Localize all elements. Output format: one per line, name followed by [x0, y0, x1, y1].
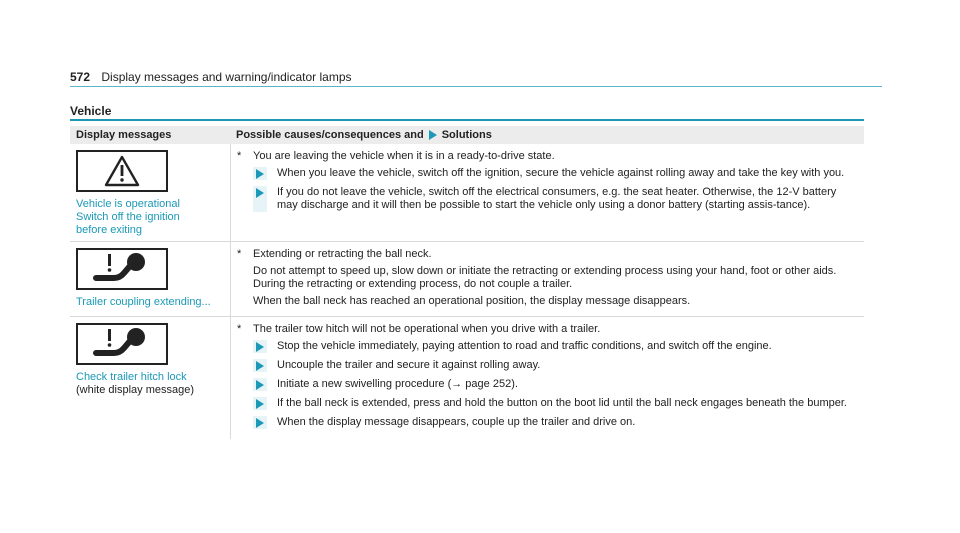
step-arrow-icon	[253, 378, 267, 391]
cause-text: The trailer tow hitch will not be operational when you drive with a trailer.	[253, 323, 601, 335]
solution-step	[253, 378, 858, 391]
solution-step	[253, 416, 858, 429]
display-message-line: before exiting	[76, 224, 143, 236]
trailer-hitch-icon	[76, 323, 168, 365]
info-paragraph: When the ball neck has reached an operational position, the display message disappears.	[253, 295, 691, 307]
cause-bullet: *	[237, 150, 242, 162]
solution-step	[253, 397, 858, 410]
info-paragraph: Do not attempt to speed up, slow down or initiate the retracting or extending process using your hand, foot or other aids. During the retracting or extending process, do not couple a trailer.	[253, 265, 837, 290]
cause-text: You are leaving the vehicle when it is in a ready-to-drive state.	[253, 150, 555, 162]
cause-cell	[230, 317, 864, 439]
table-header	[70, 126, 864, 144]
display-message-line: Trailer coupling extending...	[76, 296, 211, 308]
step-arrow-icon	[253, 359, 267, 372]
page-header	[70, 70, 352, 84]
display-message-line: Vehicle is operational	[76, 198, 180, 210]
step-text: Uncouple the trailer and secure it against rolling away.	[277, 359, 541, 371]
display-message-cell	[70, 317, 230, 439]
header-divider	[70, 86, 882, 87]
trailer-hitch-icon	[76, 248, 168, 290]
display-message-note: (white display message)	[76, 384, 194, 396]
step-text: When the display message disappears, couple up the trailer and drive on.	[277, 416, 636, 428]
cause-cell	[230, 144, 864, 241]
step-arrow-icon	[253, 340, 267, 353]
cause-bullet: *	[237, 248, 242, 260]
display-message-line: Switch off the ignition	[76, 211, 180, 223]
display-message-cell	[70, 144, 230, 241]
solution-step	[253, 340, 858, 353]
cause-bullet: *	[237, 323, 242, 335]
cause-cell	[230, 242, 864, 316]
warning-triangle-icon	[76, 150, 168, 192]
step-text: If you do not leave the vehicle, switch off the electrical consumers, e.g. the seat heater. Otherwise, the 12-V battery may discharge and it will then be possible to start the vehicle only using a donor battery (starting assis-tance).	[277, 186, 837, 211]
step-text: If the ball neck is extended, press and hold the button on the boot lid until the ball neck engages beneath the bumper.	[277, 397, 847, 409]
cause-item	[237, 150, 858, 163]
section-title: Vehicle	[70, 104, 112, 118]
step-arrow-icon	[253, 397, 267, 410]
step-text: Stop the vehicle immediately, paying attention to road and traffic conditions, and switch off the engine.	[277, 340, 772, 352]
step-text: Initiate a new swivelling procedure (→ page 252).	[277, 378, 518, 390]
display-message-cell	[70, 242, 230, 316]
page-header-title: Display messages and warning/indicator lamps	[101, 70, 352, 84]
cause-item	[237, 323, 858, 336]
step-arrow-icon	[253, 186, 267, 212]
page-number: 572	[70, 70, 91, 84]
step-text: When you leave the vehicle, switch off the ignition, secure the vehicle against rolling away and take the key with you.	[277, 167, 845, 179]
column-header-causes-label: Possible causes/consequences and	[236, 129, 424, 141]
table-row	[70, 242, 864, 317]
table-row	[70, 144, 864, 242]
display-message-line: Check trailer hitch lock	[76, 371, 187, 383]
solution-step	[253, 359, 858, 372]
solution-step	[253, 186, 858, 212]
messages-table	[70, 126, 864, 439]
table-row	[70, 317, 864, 439]
column-header-display-messages: Display messages	[76, 129, 172, 141]
step-arrow-icon	[253, 167, 267, 180]
cause-item	[237, 248, 858, 261]
step-arrow-icon	[253, 416, 267, 429]
column-header-solutions-label: Solutions	[441, 129, 492, 141]
cause-text: Extending or retracting the ball neck.	[253, 248, 432, 260]
column-header-causes	[230, 129, 864, 141]
play-arrow-icon	[429, 130, 437, 140]
solution-step	[253, 167, 858, 180]
section-divider	[70, 119, 864, 121]
